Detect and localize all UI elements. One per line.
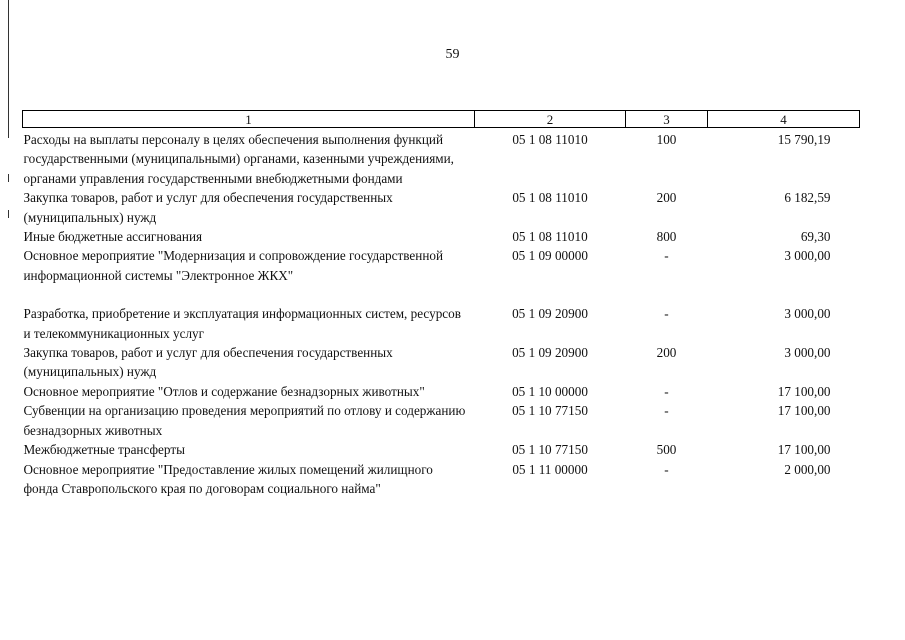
- table-row: [23, 440, 860, 459]
- row-amount: 3 000,00: [784, 345, 831, 361]
- row-type: -: [664, 248, 669, 264]
- row-amount: 17 100,00: [777, 442, 831, 458]
- row-name: Межбюджетные трансферты: [23, 442, 185, 458]
- row-type: 100: [656, 132, 677, 147]
- header-col-2: 2: [475, 111, 626, 128]
- table-row: [23, 401, 860, 440]
- row-code: 05 1 11 00000: [512, 461, 588, 477]
- row-amount: 6 182,59: [784, 190, 831, 206]
- row-name: Закупка товаров, работ и услуг для обеспечения государственных (муниципальных) нужд: [23, 190, 393, 225]
- row-name: Иные бюджетные ассигнования: [23, 229, 203, 245]
- row-name: Закупка товаров, работ и услуг для обеспечения государственных (муниципальных) нужд: [23, 345, 393, 380]
- row-code: 05 1 09 20900: [512, 345, 588, 361]
- row-name: Основное мероприятие "Модернизация и сопровождение государственной информационной системы "Электронное ЖКХ": [23, 248, 444, 283]
- row-code: 05 1 08 11010: [512, 132, 588, 147]
- header-col-4: 4: [708, 111, 860, 128]
- row-amount: 3 000,00: [784, 306, 831, 322]
- row-name: Основное мероприятие "Отлов и содержание безнадзорных животных": [23, 383, 425, 399]
- row-code: 05 1 10 77150: [512, 442, 588, 458]
- page-number: 59: [445, 47, 460, 62]
- scan-margin-line: [8, 174, 9, 182]
- row-amount: 2 000,00: [784, 461, 831, 477]
- row-name: Субвенции на организацию проведения мероприятий по отлову и содержанию безнадзорных животных: [23, 403, 466, 438]
- row-type: 800: [656, 229, 677, 245]
- row-amount: 69,30: [800, 229, 831, 245]
- row-name: Расходы на выплаты персоналу в целях обеспечения выполнения функций государственными (муниципальными) органами, казенными учреждениями, органами управления государственными внебюджетными фондами: [23, 132, 454, 186]
- row-type: -: [664, 383, 669, 399]
- spacer-row: [23, 285, 860, 304]
- row-code: 05 1 10 77150: [512, 403, 588, 419]
- header-col-3: 3: [626, 111, 708, 128]
- row-amount: 15 790,19: [777, 132, 831, 147]
- row-type: -: [664, 461, 669, 477]
- row-code: 05 1 10 00000: [512, 383, 588, 399]
- table-row: [23, 246, 860, 285]
- row-amount: 3 000,00: [784, 248, 831, 264]
- row-type: -: [664, 403, 669, 419]
- budget-table: [22, 110, 860, 498]
- row-type: -: [664, 306, 669, 322]
- spacer-cell: [23, 285, 860, 304]
- row-name: Разработка, приобретение и эксплуатация информационных систем, ресурсов и телекоммуникационных услуг: [23, 306, 461, 341]
- header-col-1: 1: [23, 111, 475, 128]
- table-row: [23, 188, 860, 227]
- row-type: 500: [656, 442, 677, 458]
- row-code: 05 1 08 11010: [512, 190, 588, 206]
- row-amount: 17 100,00: [777, 403, 831, 419]
- row-code: 05 1 09 00000: [512, 248, 588, 264]
- table-row: [23, 128, 860, 189]
- table-row: [23, 343, 860, 382]
- scan-margin-line: [8, 0, 9, 138]
- row-code: 05 1 09 20900: [512, 306, 588, 322]
- table-row: [23, 304, 860, 343]
- table-row: [23, 227, 860, 246]
- row-name: Основное мероприятие "Предоставление жилых помещений жилищного фонда Ставропольского края по договорам социального найма": [23, 461, 433, 496]
- header-row: [23, 111, 860, 128]
- row-type: 200: [656, 190, 677, 206]
- table-row: [23, 460, 860, 499]
- row-type: 200: [656, 345, 677, 361]
- row-code: 05 1 08 11010: [512, 229, 588, 245]
- table-row: [23, 382, 860, 401]
- scan-margin-line: [8, 210, 9, 218]
- row-amount: 17 100,00: [777, 383, 831, 399]
